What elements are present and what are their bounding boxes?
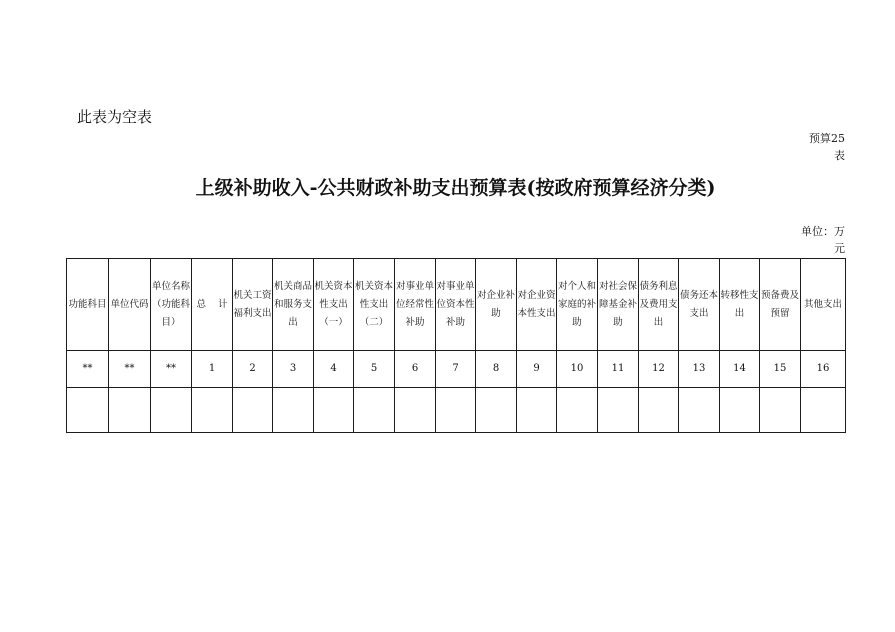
column-header-reserves: 预备费及预留 <box>760 259 801 351</box>
column-code: 15 <box>760 351 801 388</box>
page-title: 上级补助收入-公共财政补助支出预算表(按政府预算经济分类) <box>195 177 716 199</box>
table-cell-empty <box>760 388 801 433</box>
table-cell-empty <box>354 388 395 433</box>
column-code: 9 <box>517 351 557 388</box>
column-header-agency-goods-services: 机关商品和服务支出 <box>273 259 314 351</box>
column-code: 12 <box>639 351 679 388</box>
column-header-institution-capital-subsidy: 对事业单位资本性补助 <box>436 259 476 351</box>
column-header-agency-wages-welfare: 机关工资福利支出 <box>233 259 273 351</box>
table-cell-empty <box>720 388 760 433</box>
table-cell-empty <box>598 388 639 433</box>
column-code: ** <box>151 351 192 388</box>
column-code: 5 <box>354 351 395 388</box>
column-header-unit-code: 单位代码 <box>109 259 151 351</box>
table-cell-empty <box>476 388 517 433</box>
column-code: 8 <box>476 351 517 388</box>
column-header-total: 总 计 <box>192 259 233 351</box>
column-header-institution-recurrent-subsidy: 对事业单位经常性补助 <box>395 259 436 351</box>
table-cell-empty <box>679 388 720 433</box>
column-code: 3 <box>273 351 314 388</box>
table-cell-empty <box>151 388 192 433</box>
column-code: 11 <box>598 351 639 388</box>
column-code: 7 <box>436 351 476 388</box>
column-header-household-subsidy: 对个人和家庭的补助 <box>557 259 598 351</box>
table-cell-empty <box>801 388 846 433</box>
table-cell-empty <box>517 388 557 433</box>
column-code: 4 <box>314 351 354 388</box>
column-code: 6 <box>395 351 436 388</box>
column-header-debt-interest: 债务利息及费用支出 <box>639 259 679 351</box>
column-code: 1 <box>192 351 233 388</box>
column-header-social-security-subsidy: 对社会保障基金补助 <box>598 259 639 351</box>
unit-label: 单位：万元 <box>801 225 845 255</box>
table-cell-empty <box>233 388 273 433</box>
column-code: 10 <box>557 351 598 388</box>
column-header-debt-principal: 债务还本支出 <box>679 259 720 351</box>
column-code: 16 <box>801 351 846 388</box>
column-header-enterprise-capital: 对企业资本性支出 <box>517 259 557 351</box>
table-cell-empty <box>109 388 151 433</box>
column-header-agency-capital-2: 机关资本性支出（二） <box>354 259 395 351</box>
table-cell-empty <box>395 388 436 433</box>
column-header-agency-capital-1: 机关资本性支出（一） <box>314 259 354 351</box>
column-header-transfers: 转移性支出 <box>720 259 760 351</box>
column-code: 13 <box>679 351 720 388</box>
budget-table <box>66 258 846 433</box>
empty-table-note: 此表为空表 <box>77 108 153 126</box>
table-cell-empty <box>314 388 354 433</box>
table-cell-empty <box>639 388 679 433</box>
table-cell-empty <box>192 388 233 433</box>
table-cell-empty <box>273 388 314 433</box>
table-empty-row <box>67 388 846 433</box>
column-header-other: 其他支出 <box>801 259 846 351</box>
table-cell-empty <box>557 388 598 433</box>
column-header-enterprise-subsidy: 对企业补助 <box>476 259 517 351</box>
table-header-row <box>67 259 846 351</box>
form-code: 预算25表 <box>809 132 845 162</box>
table-cell-empty <box>67 388 109 433</box>
column-header-function-subject: 功能科目 <box>67 259 109 351</box>
column-code: 2 <box>233 351 273 388</box>
column-code: ** <box>67 351 109 388</box>
column-code: 14 <box>720 351 760 388</box>
column-header-unit-name: 单位名称（功能科目） <box>151 259 192 351</box>
column-code: ** <box>109 351 151 388</box>
table-cell-empty <box>436 388 476 433</box>
table-code-row <box>67 351 846 388</box>
